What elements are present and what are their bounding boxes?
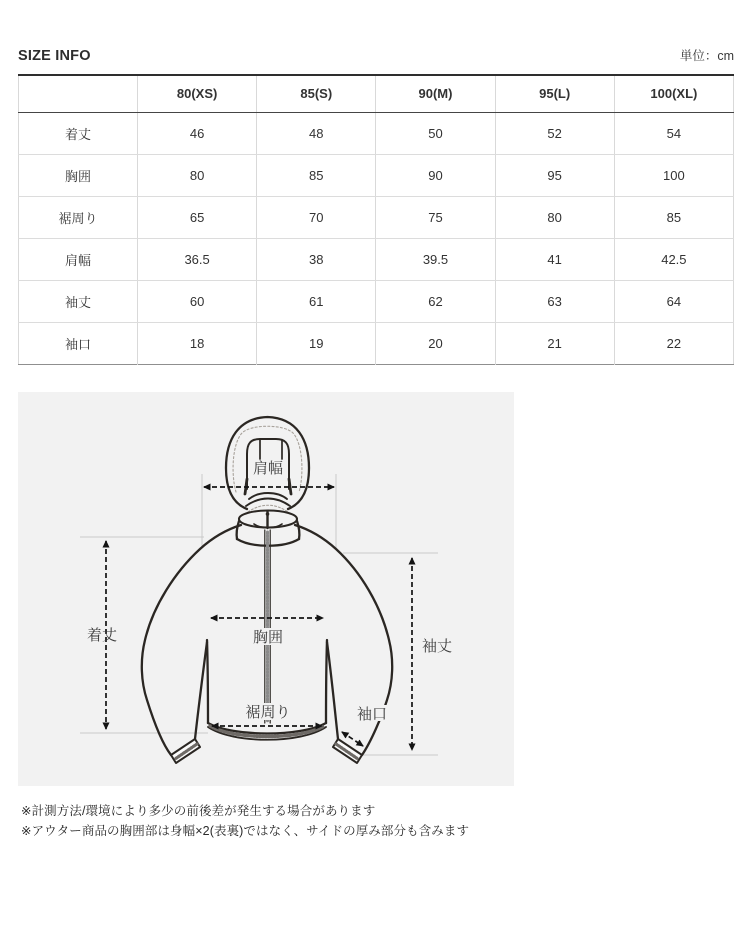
size-row-label: 袖丈 — [19, 280, 138, 322]
size-row-label: 着丈 — [19, 112, 138, 154]
zipper-pull-tab — [266, 512, 270, 516]
left-body-side-seam — [207, 640, 208, 723]
size-column-header: 90(M) — [376, 75, 495, 112]
size-cell: 90 — [376, 154, 495, 196]
size-cell: 50 — [376, 112, 495, 154]
size-cell: 20 — [376, 322, 495, 364]
table-row — [19, 154, 734, 196]
jacket-measurement-diagram — [18, 392, 514, 786]
size-cell: 52 — [495, 112, 614, 154]
collar-band-right — [297, 521, 299, 539]
diagram-label-sleeve-length: 袖丈 — [421, 637, 453, 655]
jacket-diagram-svg — [18, 392, 514, 786]
size-table-header-row — [19, 75, 734, 112]
right-sleeve-inner-seam — [327, 642, 338, 739]
size-cell: 100 — [614, 154, 733, 196]
diagram-label-hem: 裾周り — [245, 703, 291, 721]
note-measurement-variance: ※計測方法/環境により多少の前後差が発生する場合があります — [21, 803, 376, 818]
size-cell: 42.5 — [614, 238, 733, 280]
size-cell: 36.5 — [138, 238, 257, 280]
right-body-side-seam — [326, 640, 327, 723]
size-cell: 19 — [257, 322, 376, 364]
size-column-header-empty — [19, 75, 138, 112]
size-cell: 48 — [257, 112, 376, 154]
table-row — [19, 280, 734, 322]
size-cell: 80 — [138, 154, 257, 196]
table-row — [19, 322, 734, 364]
size-cell: 64 — [614, 280, 733, 322]
size-cell: 75 — [376, 196, 495, 238]
size-cell: 62 — [376, 280, 495, 322]
left-shoulder-sleeve-outer — [142, 525, 241, 755]
size-cell: 41 — [495, 238, 614, 280]
size-row-label: 胸囲 — [19, 154, 138, 196]
size-row-label: 肩幅 — [19, 238, 138, 280]
size-cell: 63 — [495, 280, 614, 322]
size-cell: 22 — [614, 322, 733, 364]
footnotes — [21, 801, 734, 841]
size-cell: 18 — [138, 322, 257, 364]
size-cell: 60 — [138, 280, 257, 322]
left-sleeve-inner-seam — [195, 642, 207, 739]
table-row — [19, 238, 734, 280]
diagram-label-chest: 胸囲 — [252, 628, 284, 646]
size-cell: 39.5 — [376, 238, 495, 280]
size-cell: 95 — [495, 154, 614, 196]
header-row — [18, 46, 734, 64]
diagram-label-cuff: 袖口 — [356, 705, 388, 723]
collar-band-left — [237, 521, 239, 539]
note-chest-measurement-method: ※アウター商品の胸囲部は身幅×2(表裏)ではなく、サイドの厚み部分も含みます — [21, 823, 470, 838]
page-title: SIZE INFO — [18, 48, 91, 64]
unit-label: 単位：cm — [679, 49, 734, 63]
size-info-sheet — [18, 46, 734, 841]
table-row — [19, 196, 734, 238]
size-cell: 85 — [257, 154, 376, 196]
size-cell: 65 — [138, 196, 257, 238]
size-table — [18, 74, 734, 365]
size-column-header: 100(XL) — [614, 75, 733, 112]
size-column-header: 80(XS) — [138, 75, 257, 112]
diagram-label-body-length: 着丈 — [86, 626, 118, 644]
size-cell: 80 — [495, 196, 614, 238]
diagram-label-shoulder-width: 肩幅 — [252, 459, 284, 477]
size-column-header: 95(L) — [495, 75, 614, 112]
size-cell: 38 — [257, 238, 376, 280]
size-cell: 61 — [257, 280, 376, 322]
size-cell: 54 — [614, 112, 733, 154]
size-cell: 70 — [257, 196, 376, 238]
size-row-label: 裾周り — [19, 196, 138, 238]
size-cell: 46 — [138, 112, 257, 154]
size-column-header: 85(S) — [257, 75, 376, 112]
size-cell: 21 — [495, 322, 614, 364]
hood-toggle-right — [289, 479, 291, 494]
size-cell: 85 — [614, 196, 733, 238]
table-row — [19, 112, 734, 154]
size-row-label: 袖口 — [64, 336, 91, 352]
